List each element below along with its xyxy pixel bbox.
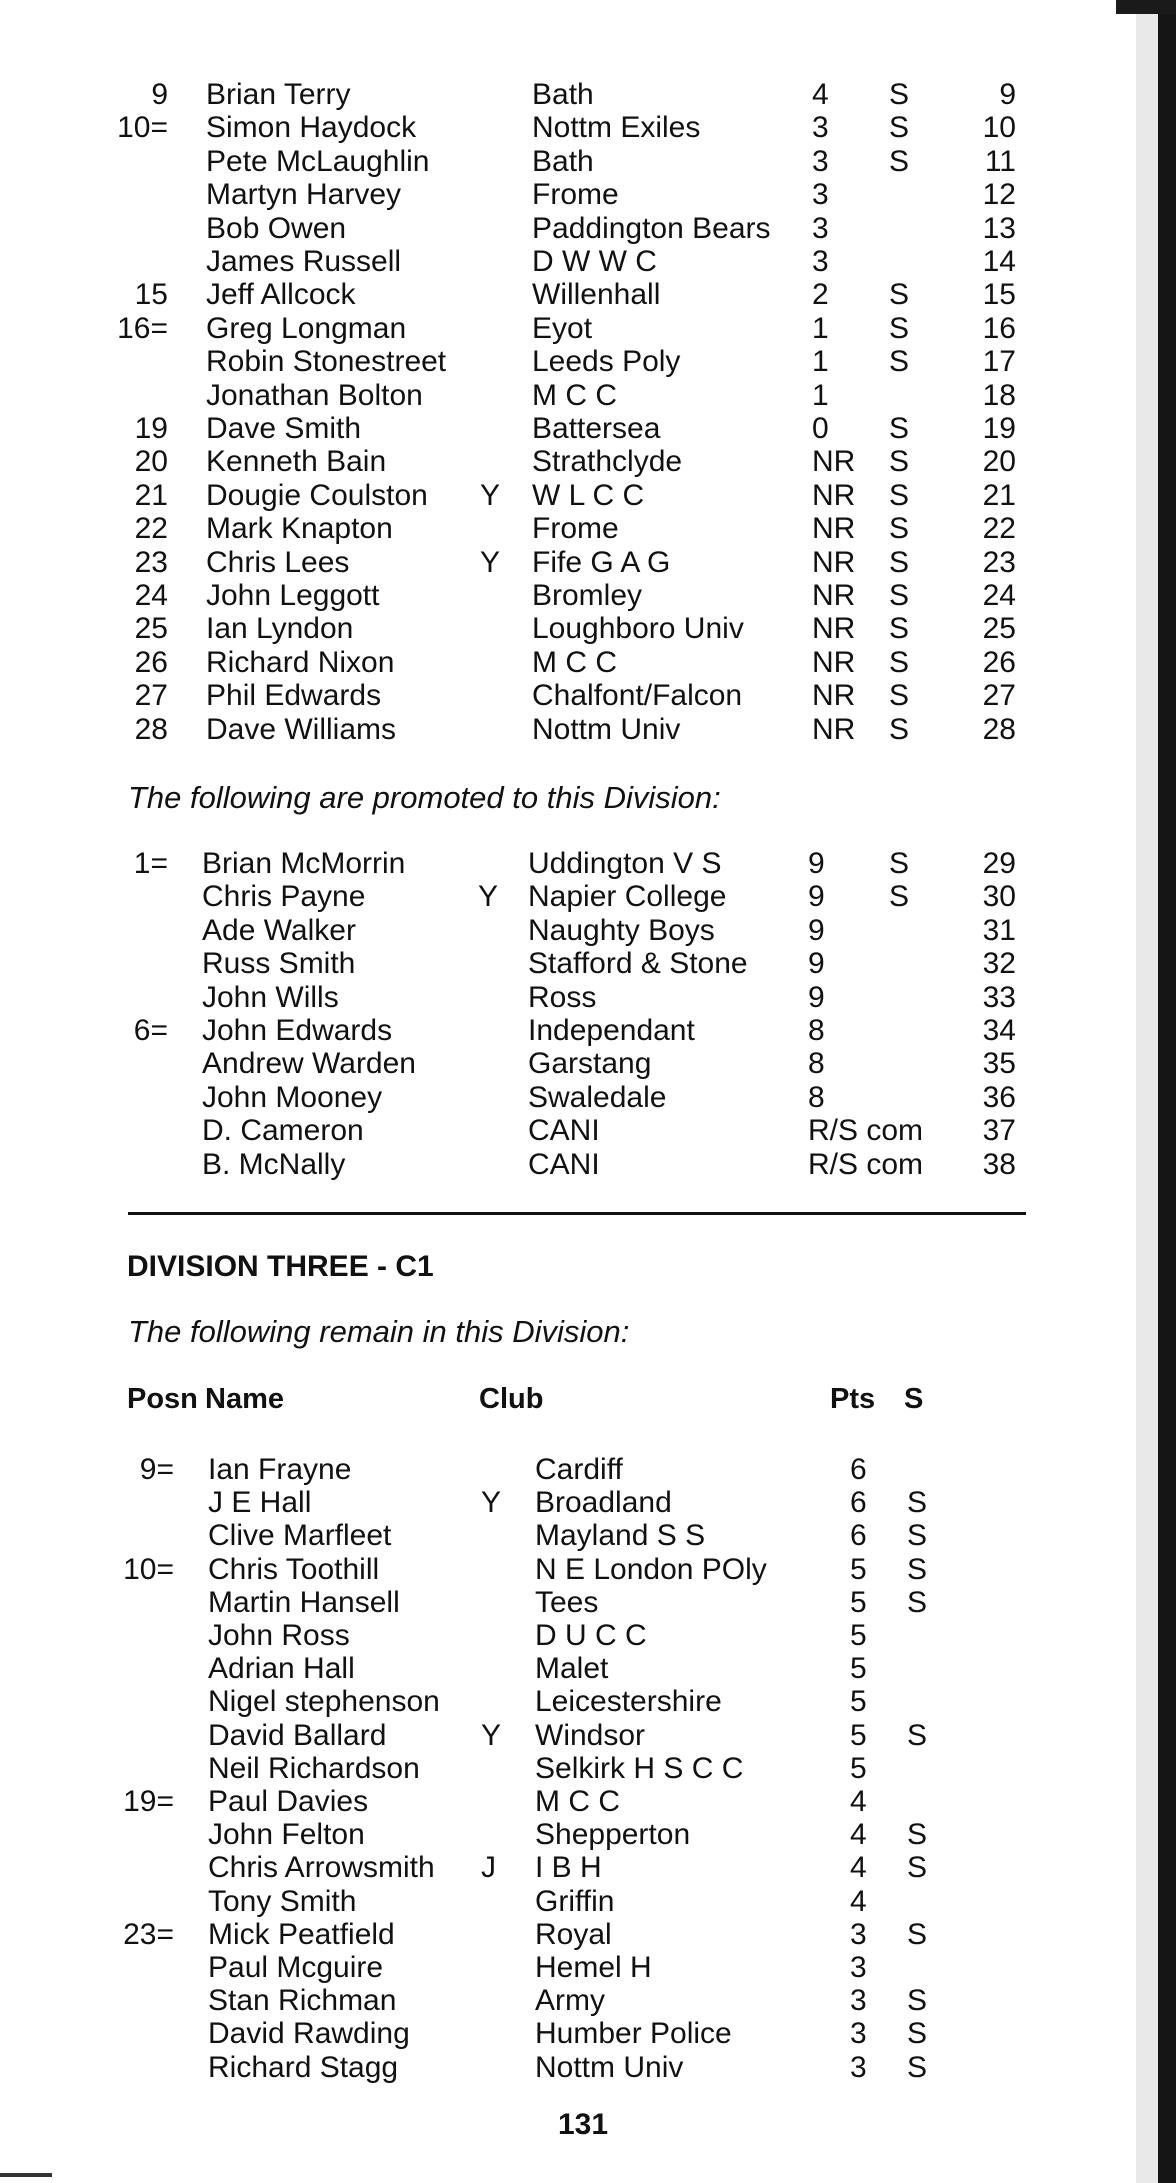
cell-pts: 3: [812, 144, 829, 178]
cell-posn: 19=: [123, 1785, 174, 1818]
cell-pts: 5: [850, 1718, 867, 1752]
cell-club: Stafford & Stone: [528, 947, 748, 981]
section-divider: [128, 1212, 1026, 1215]
cell-club: Humber Police: [535, 2017, 732, 2051]
cell-name: Kenneth Bain: [206, 445, 387, 479]
cell-s: S: [907, 1585, 928, 1619]
cell-pts: R/S com: [808, 1147, 924, 1181]
cell-club: M C C: [532, 378, 617, 412]
page-edge-mark: [0, 2173, 52, 2177]
cell-club: CANI: [528, 1114, 600, 1148]
cell-name: Clive Marfleet: [208, 1519, 392, 1553]
cell-name: Pete McLaughlin: [206, 144, 430, 178]
page-edge-highlight: [1136, 0, 1158, 2183]
cell-number: 20: [982, 445, 1016, 479]
cell-club: D W W C: [532, 245, 657, 278]
cell-pts: 5: [850, 1751, 867, 1785]
cell-name: Bob Owen: [206, 211, 347, 245]
cell-number: 24: [982, 579, 1016, 612]
cell-club: Cardiff: [535, 1453, 623, 1486]
cell-club: Swaledale: [528, 1080, 667, 1114]
cell-name: Richard Stagg: [208, 2050, 399, 2084]
cell-name: Stan Richman: [208, 1984, 397, 2018]
cell-posn: 9: [151, 78, 168, 111]
cell-name: Richard Nixon: [206, 645, 395, 679]
cell-s: S: [907, 1552, 928, 1586]
cell-club: Eyot: [532, 311, 593, 345]
cell-club: Uddington V S: [528, 847, 722, 880]
cell-club: W L C C: [532, 478, 645, 512]
cell-pts: NR: [812, 545, 856, 579]
cell-posn: 26: [134, 645, 168, 679]
cell-name: James Russell: [206, 245, 402, 278]
cell-number: 22: [982, 512, 1016, 546]
cell-club: Willenhall: [532, 278, 661, 312]
cell-number: 13: [982, 211, 1016, 245]
cell-s: S: [889, 545, 910, 579]
cell-number: 30: [982, 880, 1016, 914]
cell-s: S: [907, 1718, 928, 1752]
cell-s: S: [889, 579, 910, 612]
cell-name: Martyn Harvey: [206, 178, 402, 212]
column-header-s: S: [904, 1383, 924, 1415]
cell-pts: 8: [808, 1080, 825, 1114]
cell-club: Nottm Univ: [535, 2050, 684, 2084]
cell-s: S: [907, 1851, 928, 1885]
cell-s: S: [889, 311, 910, 345]
cell-pts: 9: [808, 913, 825, 947]
cell-pts: 6: [850, 1453, 867, 1486]
cell-name: Jonathan Bolton: [206, 378, 423, 412]
cell-number: 28: [982, 712, 1016, 746]
cell-club: Independant: [528, 1014, 695, 1047]
column-header-posn: Posn: [127, 1383, 198, 1415]
cell-pts: 9: [808, 847, 825, 880]
cell-number: 12: [982, 178, 1016, 212]
cell-posn: 15: [134, 278, 168, 312]
cell-number: 38: [982, 1147, 1016, 1181]
cell-name: Brian McMorrin: [202, 847, 406, 880]
cell-number: 31: [982, 913, 1016, 947]
cell-pts: NR: [812, 445, 856, 479]
column-header-pts: Pts: [830, 1383, 876, 1415]
page-number: 131: [557, 2108, 609, 2141]
cell-name: Tony Smith: [208, 1884, 357, 1918]
cell-club: Army: [535, 1984, 605, 2018]
cell-s: S: [889, 144, 910, 178]
cell-number: 36: [982, 1080, 1016, 1114]
cell-s: S: [889, 445, 910, 479]
cell-pts: 0: [812, 412, 829, 445]
cell-name: Phil Edwards: [206, 679, 382, 713]
cell-club: M C C: [532, 645, 617, 679]
cell-name: Greg Longman: [206, 311, 407, 345]
cell-number: 32: [982, 947, 1016, 981]
cell-s: S: [889, 847, 910, 880]
cell-club: Battersea: [532, 412, 661, 445]
cell-s: S: [889, 412, 910, 445]
cell-flag: Y: [480, 478, 501, 512]
cell-s: S: [889, 478, 910, 512]
cell-s: S: [889, 712, 910, 746]
cell-pts: 4: [850, 1818, 867, 1852]
cell-pts: 5: [850, 1552, 867, 1586]
cell-name: B. McNally: [202, 1147, 346, 1181]
cell-s: S: [889, 278, 910, 312]
cell-club: Garstang: [528, 1047, 652, 1081]
cell-club: Strathclyde: [532, 445, 683, 479]
cell-flag: Y: [481, 1486, 502, 1520]
cell-posn: 1=: [133, 847, 168, 880]
cell-posn: 27: [134, 679, 168, 713]
cell-name: Dave Smith: [206, 412, 362, 445]
cell-pts: 3: [850, 2017, 867, 2051]
cell-flag: Y: [478, 880, 499, 914]
cell-posn: 6=: [133, 1014, 168, 1047]
cell-pts: 5: [850, 1619, 867, 1652]
cell-pts: NR: [812, 478, 856, 512]
cell-club: Naughty Boys: [528, 913, 715, 947]
cell-flag: Y: [480, 545, 501, 579]
cell-number: 11: [984, 144, 1016, 178]
cell-pts: 4: [850, 1785, 867, 1818]
cell-number: 14: [982, 245, 1016, 278]
cell-posn: 19: [134, 412, 168, 445]
page-corner: [1116, 0, 1176, 14]
cell-pts: 9: [808, 980, 825, 1014]
cell-posn: 21: [134, 478, 168, 512]
cell-name: John Leggott: [206, 579, 380, 612]
cell-posn: 28: [134, 712, 168, 746]
cell-club: Bath: [532, 78, 594, 111]
cell-name: Chris Lees: [206, 545, 350, 579]
cell-name: John Edwards: [202, 1014, 393, 1047]
cell-club: M C C: [535, 1785, 620, 1818]
cell-pts: 3: [812, 245, 829, 278]
cell-name: David Ballard: [208, 1718, 387, 1752]
cell-posn: 9=: [139, 1453, 174, 1486]
cell-pts: 4: [812, 78, 829, 111]
cell-posn: 16=: [117, 311, 168, 345]
cell-pts: 1: [812, 311, 829, 345]
cell-pts: NR: [812, 712, 856, 746]
cell-name: Adrian Hall: [208, 1652, 355, 1686]
cell-number: 16: [982, 311, 1016, 345]
cell-club: N E London POly: [535, 1552, 767, 1586]
cell-name: Chris Toothill: [208, 1552, 380, 1586]
cell-posn: 20: [134, 445, 168, 479]
cell-name: Chris Payne: [202, 880, 366, 914]
column-header-name: Name: [205, 1383, 284, 1415]
cell-club: D U C C: [535, 1619, 647, 1652]
cell-number: 15: [982, 278, 1016, 312]
cell-number: 33: [982, 980, 1016, 1014]
cell-pts: 3: [850, 1984, 867, 2018]
cell-name: Ian Lyndon: [206, 612, 354, 646]
cell-name: Martin Hansell: [208, 1585, 400, 1619]
cell-s: S: [889, 645, 910, 679]
cell-club: Ross: [528, 980, 597, 1014]
cell-name: John Felton: [208, 1818, 365, 1852]
cell-s: S: [907, 1486, 928, 1520]
cell-club: I B H: [535, 1851, 602, 1885]
cell-club: Frome: [532, 512, 619, 546]
cell-name: Ian Frayne: [208, 1453, 352, 1486]
cell-pts: 3: [812, 178, 829, 212]
cell-pts: 5: [850, 1685, 867, 1719]
cell-pts: NR: [812, 645, 856, 679]
cell-number: 27: [982, 679, 1016, 713]
cell-flag: J: [481, 1851, 496, 1885]
cell-name: John Ross: [208, 1619, 350, 1652]
cell-pts: NR: [812, 612, 856, 646]
cell-name: Mick Peatfield: [208, 1917, 395, 1951]
division-intro: The following remain in this Division:: [128, 1314, 630, 1349]
cell-pts: 3: [850, 1917, 867, 1951]
cell-club: Royal: [535, 1917, 612, 1951]
cell-name: Paul Davies: [208, 1785, 369, 1818]
cell-club: Mayland S S: [535, 1519, 706, 1553]
cell-club: Hemel H: [535, 1951, 652, 1984]
cell-name: Simon Haydock: [206, 111, 417, 145]
cell-pts: 3: [850, 1951, 867, 1984]
cell-pts: 8: [808, 1014, 825, 1047]
cell-posn: 10=: [123, 1552, 174, 1586]
cell-name: Russ Smith: [202, 947, 356, 981]
cell-name: Mark Knapton: [206, 512, 393, 546]
cell-pts: 3: [812, 211, 829, 245]
cell-posn: 23=: [123, 1917, 174, 1951]
cell-number: 37: [982, 1114, 1016, 1148]
cell-s: S: [889, 111, 910, 145]
cell-club: Shepperton: [535, 1818, 691, 1852]
cell-s: S: [889, 880, 910, 914]
cell-name: John Wills: [202, 980, 339, 1014]
cell-club: Napier College: [528, 880, 727, 914]
cell-pts: 9: [808, 947, 825, 981]
cell-club: Broadland: [535, 1486, 672, 1520]
cell-pts: NR: [812, 512, 856, 546]
cell-name: Dave Williams: [206, 712, 397, 746]
cell-club: Frome: [532, 178, 619, 212]
cell-number: 23: [982, 545, 1016, 579]
cell-club: Paddington Bears: [532, 211, 771, 245]
cell-name: John Mooney: [202, 1080, 383, 1114]
cell-s: S: [889, 612, 910, 646]
cell-name: Jeff Allcock: [206, 278, 356, 312]
cell-s: S: [889, 512, 910, 546]
cell-number: 9: [999, 78, 1016, 111]
cell-club: Fife G A G: [532, 545, 671, 579]
cell-pts: 1: [812, 378, 829, 412]
cell-pts: 4: [850, 1884, 867, 1918]
cell-number: 19: [982, 412, 1016, 445]
cell-posn: 25: [134, 612, 168, 646]
cell-s: S: [907, 2017, 928, 2051]
cell-club: Nottm Univ: [532, 712, 681, 746]
cell-number: 29: [982, 847, 1016, 880]
cell-pts: 6: [850, 1519, 867, 1553]
cell-number: 25: [982, 612, 1016, 646]
cell-club: Tees: [535, 1585, 599, 1619]
cell-name: J E Hall: [208, 1486, 312, 1520]
cell-club: Bath: [532, 144, 594, 178]
cell-number: 26: [982, 645, 1016, 679]
cell-name: Robin Stonestreet: [206, 345, 447, 379]
cell-pts: 9: [808, 880, 825, 914]
cell-number: 10: [982, 111, 1016, 145]
cell-name: Nigel stephenson: [208, 1685, 440, 1719]
cell-pts: 3: [850, 2050, 867, 2084]
cell-flag: Y: [481, 1718, 502, 1752]
cell-s: S: [907, 1818, 928, 1852]
cell-name: Neil Richardson: [208, 1751, 420, 1785]
cell-number: 17: [982, 345, 1016, 379]
cell-club: Leicestershire: [535, 1685, 722, 1719]
cell-name: Andrew Warden: [202, 1047, 416, 1081]
cell-pts: 8: [808, 1047, 825, 1081]
cell-posn: 24: [134, 579, 168, 612]
cell-pts: 1: [812, 345, 829, 379]
cell-posn: 10=: [117, 111, 168, 145]
cell-number: 18: [982, 378, 1016, 412]
cell-name: David Rawding: [208, 2017, 410, 2051]
cell-name: Paul Mcguire: [208, 1951, 384, 1984]
cell-number: 35: [982, 1047, 1016, 1081]
cell-pts: 4: [850, 1851, 867, 1885]
column-header-club: Club: [479, 1383, 544, 1415]
cell-club: CANI: [528, 1147, 600, 1181]
division-heading: DIVISION THREE - C1: [127, 1250, 434, 1283]
cell-pts: NR: [812, 679, 856, 713]
cell-name: D. Cameron: [202, 1114, 364, 1148]
cell-pts: 3: [812, 111, 829, 145]
cell-s: S: [907, 1984, 928, 2018]
cell-club: Nottm Exiles: [532, 111, 701, 145]
cell-club: Leeds Poly: [532, 345, 681, 379]
cell-s: S: [907, 1917, 928, 1951]
cell-posn: 23: [134, 545, 168, 579]
promoted-intro: The following are promoted to this Division:: [128, 780, 721, 815]
cell-name: Dougie Coulston: [206, 478, 428, 512]
cell-s: S: [889, 78, 910, 111]
cell-s: S: [907, 2050, 928, 2084]
cell-pts: NR: [812, 579, 856, 612]
cell-name: Ade Walker: [202, 913, 356, 947]
cell-club: Chalfont/Falcon: [532, 679, 743, 713]
cell-number: 34: [982, 1014, 1016, 1047]
cell-s: S: [907, 1519, 928, 1553]
cell-club: Windsor: [535, 1718, 646, 1752]
cell-club: Malet: [535, 1652, 609, 1686]
cell-pts: 2: [812, 278, 829, 312]
cell-s: S: [889, 679, 910, 713]
cell-name: Brian Terry: [206, 78, 351, 111]
cell-name: Chris Arrowsmith: [208, 1851, 435, 1885]
cell-club: Loughboro Univ: [532, 612, 744, 646]
cell-pts: R/S com: [808, 1114, 924, 1148]
cell-pts: 5: [850, 1585, 867, 1619]
cell-pts: 5: [850, 1652, 867, 1686]
cell-pts: 6: [850, 1486, 867, 1520]
cell-s: S: [889, 345, 910, 379]
cell-posn: 22: [134, 512, 168, 546]
cell-club: Griffin: [535, 1884, 615, 1918]
cell-club: Selkirk H S C C: [535, 1751, 744, 1785]
cell-number: 21: [982, 478, 1016, 512]
cell-club: Bromley: [532, 579, 643, 612]
